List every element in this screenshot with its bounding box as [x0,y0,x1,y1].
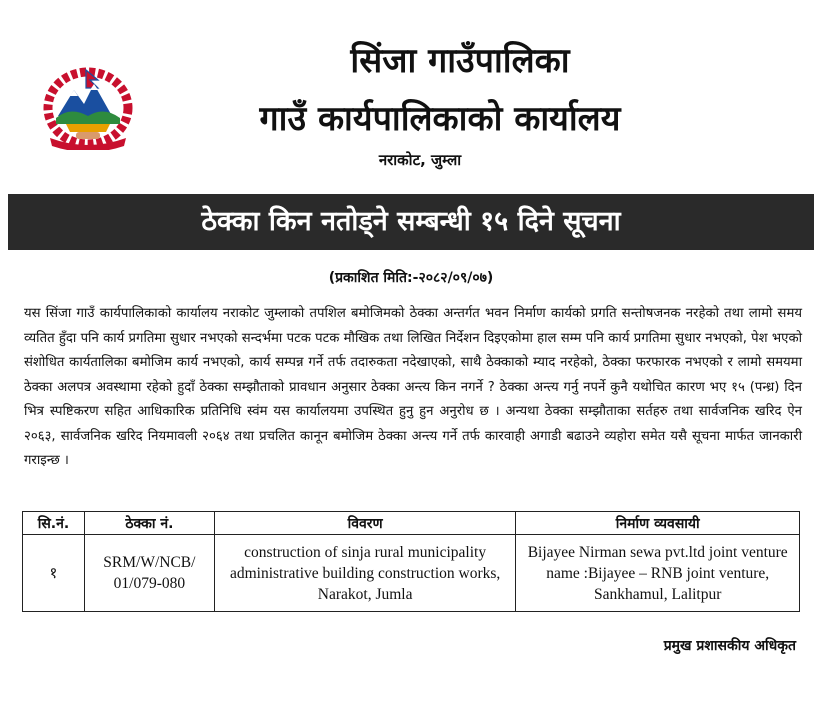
signatory-title: प्रमुख प्रशासकीय अधिकृत [663,638,796,654]
cell-contractor: Bijayee Nirman sewa pvt.ltd joint venture name :Bijayee – RNB joint venture, Sankhamul, Lalitpur [516,535,800,612]
header-sn: सि.नं. [23,512,85,535]
notice-title: ठेक्का किन नतोड्ने सम्बन्धी १५ दिने सूचना [8,194,814,250]
cell-contract-no: SRM/W/NCB/ 01/079-080 [84,535,214,612]
office-address: नराकोट, जुम्ला [378,151,462,169]
table-header-row [23,512,800,535]
notice-body: यस सिंजा गाउँ कार्यपालिकाको कार्यालय नराकोट जुम्लाको तपशिल बमोजिमको ठेक्का अन्तर्गत भवन निर्माण कार्यको प्रगति सन्तोषजनक नरहेको तथा लामो समय व्यतित हुँदा पनि कार्य प्रगतिमा सुधार नभएको सन्दर्भमा पटक पटक मौखिक तथा लिखित निर्देशन दिइएकोमा हाल सम्म पनि कार्य प्रगतिमा सुधार नभएको, पेश भएको संशोधित कार्यतालिका बमोजिम कार्य नभएको, कार्य सम्पन्न गर्ने तर्फ तदारुकता नदेखाएको, साथै ठेक्काको म्याद नरहेको, ठेक्का फरफारक नभएको र लामो समयमा ठेक्का अलपत्र अवस्थामा रहेको हुदाँ ठेक्का सम्झौताको प्रावधान अनुसार ठेक्का अन्त्य किन नगर्ने ? ठेक्का अन्त्य गर्नु नपर्ने कुनै यथोचित कारण भए १५ (पन्ध्र) दिन भित्र स्पष्टिकरण सहित आधिकारिक प्रतिनिधि स्वंम यस कार्यालयमा उपस्थित हुनु हुन अनुरोध छ । अन्यथा ठेक्का सम्झौताका सर्तहरु तथा सार्वजनिक खरिद ऐन २०६३, सार्वजनिक खरिद नियमावली २०६४ तथा प्रचलित कानून बमोजिम ठेक्का अन्त्य गर्ने तर्फ कारवाही अगाडी बढाउने व्यहोरा समेत यसै सूचना मार्फत जानकारी गराइन्छ । [24,306,802,468]
published-date: (प्रकाशित मिति:-२०८२/०९/०७) [328,270,494,286]
nepal-government-emblem-icon [40,66,136,150]
cell-description: construction of sinja rural municipality administrative building construction works, Narakot, Jumla [214,535,516,612]
cell-sn: १ [23,535,85,612]
header-description: विवरण [214,512,516,535]
organization-name: सिंजा गाउँपालिका [350,41,570,81]
contract-table [22,511,800,612]
office-name: गाउँ कार्यपालिकाको कार्यालय [259,99,621,139]
table-row [23,535,800,612]
header-contract-no: ठेक्का नं. [84,512,214,535]
header-contractor: निर्माण व्यवसायी [516,512,800,535]
